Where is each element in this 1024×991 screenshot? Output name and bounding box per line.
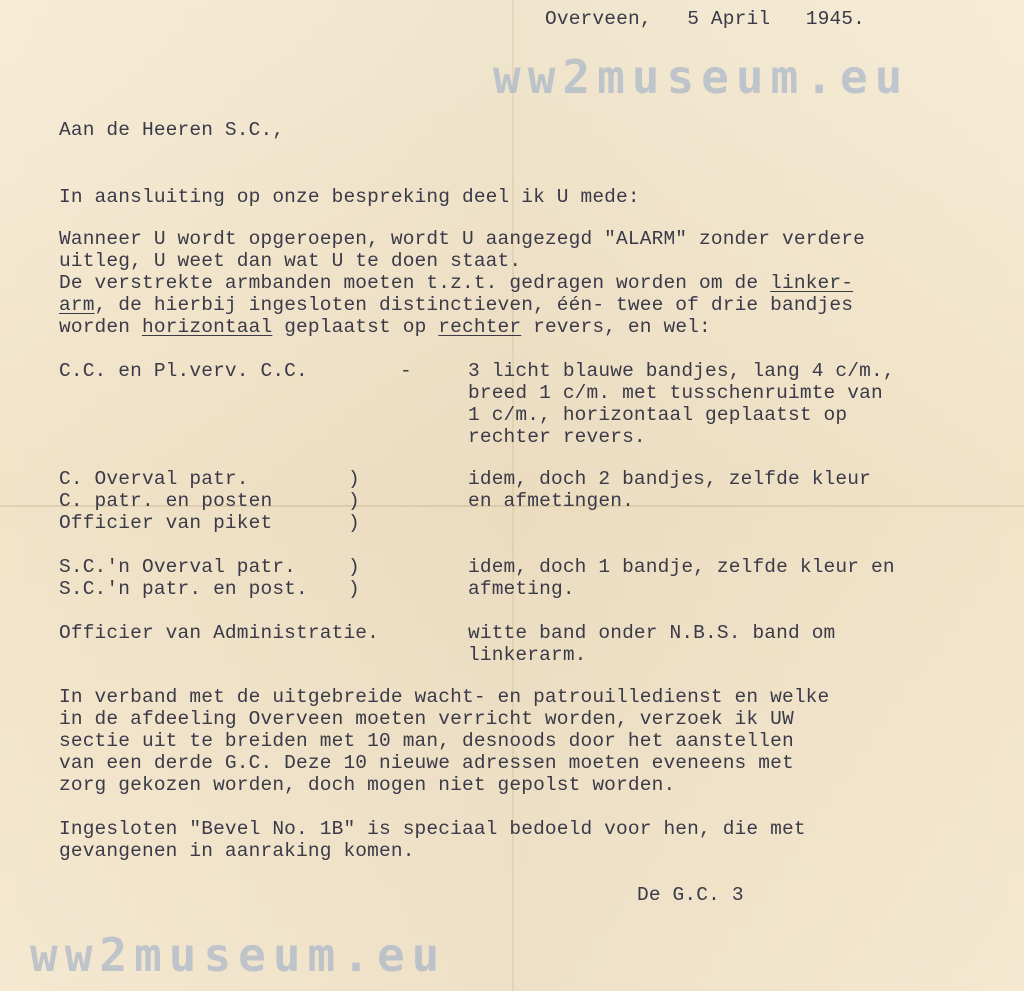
- row-4-left: Officier van Administratie.: [59, 622, 380, 644]
- row-2-right-2: en afmetingen.: [468, 490, 634, 512]
- watermark-top: ww2museum.eu: [493, 50, 910, 104]
- row-2-paren-1: ): [348, 468, 360, 490]
- paragraph-2-line-3: sectie uit te breiden met 10 man, desnoods door het aanstellen: [59, 730, 794, 752]
- signature: De G.C. 3: [637, 884, 744, 906]
- row-3-paren-2: ): [348, 578, 360, 600]
- paragraph-3-line-2: gevangenen in aanraking komen.: [59, 840, 415, 862]
- row-3-right-2: afmeting.: [468, 578, 575, 600]
- paragraph-1-line-2: uitleg, U weet dan wat U te doen staat.: [59, 250, 522, 272]
- paragraph-2-line-1: In verband met de uitgebreide wacht- en patrouilledienst en welke: [59, 686, 830, 708]
- intro-line: In aansluiting op onze bespreking deel ik U mede:: [59, 186, 640, 208]
- row-1-right-3: 1 c/m., horizontaal geplaatst op: [468, 404, 848, 426]
- row-1-right-4: rechter revers.: [468, 426, 646, 448]
- row-2-paren-3: ): [348, 512, 360, 534]
- paragraph-3-line-1: Ingesloten "Bevel No. 1B" is speciaal bedoeld voor hen, die met: [59, 818, 806, 840]
- row-2-right-1: idem, doch 2 bandjes, zelfde kleur: [468, 468, 871, 490]
- watermark-bottom: ww2museum.eu: [30, 928, 447, 982]
- row-3-right-1: idem, doch 1 bandje, zelfde kleur en: [468, 556, 895, 578]
- underlined-arm: arm: [59, 294, 95, 316]
- paragraph-2-line-4: van een derde G.C. Deze 10 nieuwe adressen moeten eveneens met: [59, 752, 794, 774]
- paragraph-1-line-1: Wanneer U wordt opgeroepen, wordt U aangezegd "ALARM" zonder verdere: [59, 228, 865, 250]
- paragraph-1-line-3: De verstrekte armbanden moeten t.z.t. gedragen worden om de linker-: [59, 272, 854, 294]
- row-4-right-1: witte band onder N.B.S. band om: [468, 622, 836, 644]
- dateline: Overveen, 5 April 1945.: [545, 8, 866, 30]
- underlined-rechter: rechter: [438, 316, 522, 338]
- row-1-right-2: breed 1 c/m. met tusschenruimte van: [468, 382, 883, 404]
- row-2-paren-2: ): [348, 490, 360, 512]
- salutation: Aan de Heeren S.C.,: [59, 119, 285, 141]
- paragraph-2-line-5: zorg gekozen worden, doch mogen niet gepolst worden.: [59, 774, 676, 796]
- underlined-linker: linker-: [770, 272, 854, 294]
- underlined-horizontaal: horizontaal: [141, 316, 273, 338]
- row-2-left-2: C. patr. en posten: [59, 490, 273, 512]
- row-3-paren-1: ): [348, 556, 360, 578]
- row-2-left-1: C. Overval patr.: [59, 468, 249, 490]
- row-3-left-1: S.C.'n Overval patr.: [59, 556, 297, 578]
- paragraph-1-line-4: arm, de hierbij ingesloten distinctieven, één- twee of drie bandjes: [59, 294, 854, 316]
- row-1-right-1: 3 licht blauwe bandjes, lang 4 c/m.,: [468, 360, 895, 382]
- row-1-dash: -: [400, 360, 412, 382]
- row-2-left-3: Officier van piket: [59, 512, 273, 534]
- paragraph-1-line-5: worden horizontaal geplaatst op rechter revers, en wel:: [59, 316, 711, 338]
- paragraph-2-line-2: in de afdeeling Overveen moeten verricht worden, verzoek ik UW: [59, 708, 794, 730]
- row-1-left: C.C. en Pl.verv. C.C.: [59, 360, 308, 382]
- row-4-right-2: linkerarm.: [468, 644, 587, 666]
- row-3-left-2: S.C.'n patr. en post.: [59, 578, 308, 600]
